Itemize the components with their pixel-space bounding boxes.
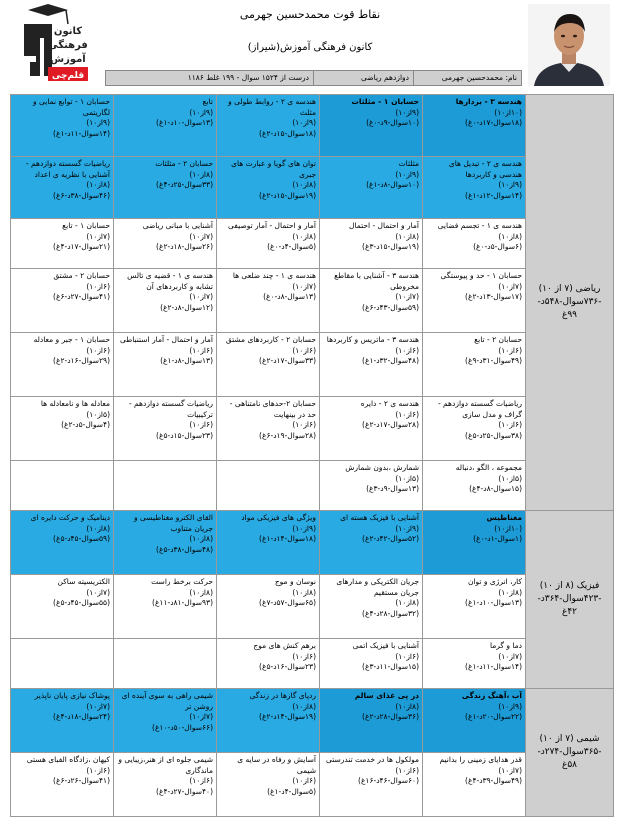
topic-score: (۷از۱۰) (86, 701, 110, 711)
topic-stats: (۴۹سوال-۳۹د-۴غ) (465, 776, 522, 785)
table-row (11, 689, 614, 753)
topic-score: (۱۰از۱۰) (494, 107, 522, 117)
svg-text:فرهنگی: فرهنگی (48, 40, 88, 51)
topic-score: (۷از۱۰) (498, 651, 522, 661)
topic-cell (114, 269, 217, 333)
table-row (11, 397, 614, 461)
topic-cell (423, 219, 526, 269)
topic-name: ریاضیات گسسته دوازدهم - ترکیبیات (128, 399, 213, 419)
topic-score: (۸از۱۰) (189, 534, 213, 543)
topic-score: (۶از۱۰) (189, 420, 213, 429)
topic-score: (۸از۱۰) (292, 180, 316, 189)
table-row (11, 95, 614, 157)
topic-cell (423, 397, 526, 461)
topic-name: ویژگی های فیزیکی مواد (241, 513, 316, 522)
topic-cell (217, 269, 320, 333)
topic-score: (۸از۱۰) (498, 231, 522, 241)
topic-name: حسابان ۱ - توابع نمایی و لگاریتمی (33, 97, 110, 117)
topic-score: (۹از۱۰) (395, 523, 419, 533)
topic-score: (۶از۱۰) (292, 651, 316, 661)
topic-cell (11, 95, 114, 157)
topic-stats: (۶۶سوال-۵۰د-۱۰غ) (152, 722, 213, 732)
topic-score: (۹از۱۰) (498, 180, 522, 189)
topic-name: حسابان ۲ - مشتق (53, 271, 110, 280)
topic-score: (۹از۱۰) (86, 118, 110, 127)
topic-name: هندسه ی ۲ - تبدیل های هندسی و کاربردها (448, 159, 522, 179)
topic-name: حسابان ۱ - حد و پیوستگی (440, 271, 522, 280)
svg-text:آموزش: آموزش (50, 54, 86, 65)
topic-stats: (۱۹سوال-۱۵د-۳غ) (362, 242, 419, 251)
topic-stats: (۴۸سوال-۳۸د-۵غ) (156, 544, 213, 554)
topic-stats: (۱۰سوال-۹د-۰غ) (366, 118, 419, 127)
topic-name: حسابان ۲-حدهای نامتناهی - حد در بینهایت (229, 399, 316, 419)
topic-score: (۵از۱۰) (395, 473, 419, 483)
topic-cell (114, 333, 217, 397)
topic-score: (۶از۱۰) (395, 345, 419, 355)
topic-name: کار، انرژی و توان (467, 577, 522, 586)
topic-cell (114, 639, 217, 689)
page-subtitle: کانون فرهنگی آموزش(شیراز) (247, 42, 373, 53)
topic-stats: (۱۲سوال-۸د-۲غ) (160, 302, 213, 312)
topic-score: (۶از۱۰) (86, 281, 110, 291)
topic-name: هندسه ۳ - بردارها (455, 97, 522, 106)
kanoon-logo (8, 4, 90, 86)
svg-text:قلم‌چی: قلم‌چی (51, 71, 85, 81)
topic-cell (320, 575, 423, 639)
topic-name: هندسه ۳ - آشنایی با مقاطع مخروطی (334, 271, 419, 291)
topic-cell (217, 219, 320, 269)
topic-name: پوشاک نیازی پایان ناپذیر (34, 691, 110, 700)
topic-score: (۶از۱۰) (189, 345, 213, 355)
topic-stats: (۱۳سوال-۸د-۰غ) (263, 292, 316, 301)
topic-name: هندسه ی ۲ - دایره (360, 399, 419, 408)
topic-score: (۶از۱۰) (86, 765, 110, 775)
topic-cell (423, 333, 526, 397)
topic-name: القای الکترو مغناطیسی و جریان متناوب (134, 513, 213, 533)
topic-name: حسابان ۲ - تابع (474, 335, 522, 344)
topic-cell (320, 461, 423, 511)
strengths-table (10, 94, 614, 817)
topic-name: آشنایی با فیزیک هسته ای (340, 513, 419, 522)
topic-cell (320, 511, 423, 575)
topic-cell (320, 157, 423, 219)
topic-score: (۸از۱۰) (189, 169, 213, 179)
topic-name: ردپای گازها در زندگی (249, 691, 316, 700)
topic-cell (217, 753, 320, 817)
topic-score: (۹از۱۰) (189, 107, 213, 117)
topic-cell (320, 269, 423, 333)
topic-stats: (۱سوال-۱د-۰غ) (473, 534, 522, 543)
topic-score: (۷از۱۰) (498, 765, 522, 775)
topic-name: شیمی راهی به سوی آینده ای روشن تر (121, 691, 213, 711)
topic-cell (217, 95, 320, 157)
topic-stats: (۳۳سوال-۲۵د-۴غ) (156, 180, 213, 189)
topic-name: هندسه ۳ - ماتریس و کاربردها (326, 335, 419, 344)
topic-name: آمار و احتمال - احتمال (349, 221, 419, 230)
topic-name: توان های گویا و عبارت های جبری (231, 159, 316, 179)
topic-cell (423, 511, 526, 575)
topic-stats: (۱۸سوال-۱۵د-۲غ) (259, 128, 316, 138)
topic-score: (۵از۱۰) (86, 409, 110, 419)
topic-name: الکتریسیته ساکن (57, 577, 110, 586)
topic-stats: (۲۲سوال-۲۰د-۱غ) (465, 712, 522, 721)
topic-name: قدر هدایای زمینی را بدانیم (439, 755, 522, 764)
topic-score: (۷از۱۰) (86, 231, 110, 241)
topic-stats: (۶۵سوال-۵۷د-۷غ) (259, 598, 316, 607)
topic-score: (۹از۱۰) (498, 701, 522, 711)
topic-cell (11, 157, 114, 219)
topic-score: (۸از۱۰) (292, 231, 316, 241)
topic-cell (217, 511, 320, 575)
topic-name: آشنایی با فیزیک اتمی (352, 641, 419, 650)
topic-score: (۶از۱۰) (395, 651, 419, 661)
topic-name: جریان الکتریکی و مدارهای جریان مستقیم (336, 577, 419, 597)
topic-stats: (۱۰سوال-۸د-۱غ) (366, 180, 419, 189)
topic-name: آشنایی با مبانی ریاضی (142, 221, 213, 230)
topic-cell (423, 269, 526, 333)
topic-cell (320, 333, 423, 397)
topic-stats: (۵۹سوال-۴۳د-۶غ) (362, 302, 419, 312)
topic-score: (۷از۱۰) (498, 281, 522, 291)
topic-cell (217, 461, 320, 511)
topic-name: آمار و احتمال - آمار استنباطی (120, 335, 213, 344)
topic-score: (۹از۱۰) (292, 523, 316, 533)
topic-stats: (۱۵سوال-۱۱د-۳غ) (362, 662, 419, 671)
table-row (11, 461, 614, 511)
topic-cell (11, 397, 114, 461)
topic-cell (423, 461, 526, 511)
topic-cell (217, 333, 320, 397)
topic-name: ریاضیات گسسته دوازدهم - گراف و مدل سازی (437, 399, 522, 419)
topic-score: (۷از۱۰) (189, 292, 213, 301)
topic-cell (217, 575, 320, 639)
topic-stats: (۹۳سوال-۸۱د-۱۱غ) (152, 598, 213, 607)
topic-cell (320, 95, 423, 157)
topic-stats: (۱۳سوال-۱۰د-۱غ) (156, 118, 213, 127)
table-row (11, 157, 614, 219)
topic-cell (11, 219, 114, 269)
table-row (11, 639, 614, 689)
topic-cell (114, 397, 217, 461)
topic-cell (114, 689, 217, 753)
topic-cell (423, 753, 526, 817)
topic-stats: (۴۶سوال-۳۸د-۶غ) (53, 190, 110, 200)
topic-stats: (۴۱سوال-۲۶د-۶غ) (53, 776, 110, 785)
topic-stats: (۴۸سوال-۳۲د-۱غ) (362, 356, 419, 365)
topic-cell (11, 461, 114, 511)
topic-cell (423, 95, 526, 157)
topic-name: در پی غذای سالم (354, 691, 419, 700)
topic-score: (۶از۱۰) (292, 776, 316, 785)
topic-cell (320, 219, 423, 269)
topic-cell (217, 397, 320, 461)
topic-name: مثلثات (398, 159, 419, 168)
topic-score: (۶از۱۰) (292, 420, 316, 429)
topic-name: آمار و احتمال - آمار توصیفی (228, 221, 316, 230)
svg-text:کانون: کانون (53, 26, 83, 37)
table-row (11, 269, 614, 333)
student-grade: دوازدهم ریاضی (313, 71, 413, 85)
topic-cell (11, 511, 114, 575)
topic-score: (۵از۱۰) (498, 473, 522, 483)
topic-cell (11, 639, 114, 689)
table-row (11, 575, 614, 639)
topic-stats: (۲۴سوال-۱۸د-۴غ) (53, 712, 110, 721)
topic-cell (11, 333, 114, 397)
topic-stats: (۲۸سوال-۱۷د-۲غ) (362, 420, 419, 429)
topic-name: حسابان ۲ - مثلثات (155, 159, 213, 168)
student-summary: ۱۱۸۶ درست از ۱۵۲۴ سوال - ۱۹۹ غلط (106, 71, 313, 85)
topic-name: ریاضیات گسسته دوازدهم - آشنایی با نظریه ی اعداد (25, 159, 110, 179)
topic-stats: (۴۹سوال-۳۱د-۹غ) (465, 356, 522, 365)
topic-score: (۸از۱۰) (395, 598, 419, 607)
topic-cell (114, 575, 217, 639)
topic-cell (114, 95, 217, 157)
topic-cell (114, 511, 217, 575)
topic-stats: (۱۳سوال-۹د-۳غ) (366, 484, 419, 493)
topic-stats: (۱۹سوال-۱۵د-۲غ) (259, 190, 316, 200)
topic-stats: (۵۹سوال-۴۵د-۵غ) (53, 534, 110, 543)
topic-name: آب ،آهنگ زندگی (461, 691, 522, 700)
subject-summary-cell: شیمی (۷ از ۱۰) -۳۶۵سوال-۲۷۴د- ۵۸غ (526, 689, 614, 817)
topic-score: (۸از۱۰) (189, 587, 213, 597)
topic-name: هندسه ی ۱ - چند ضلعی ها (232, 271, 316, 280)
topic-stats: (۲۹سوال-۱۶د-۲غ) (53, 356, 110, 365)
topic-name: حسابان ۱ - مثلثات (351, 97, 419, 106)
topic-stats: (۳۶سوال-۲۸د-۲غ) (362, 712, 419, 721)
topic-stats: (۳۳سوال-۱۷د-۲غ) (259, 356, 316, 365)
topic-score: (۷از۱۰) (292, 281, 316, 291)
topic-stats: (۵سوال-۴د-۱غ) (267, 786, 316, 796)
topic-name: مغناطیس (486, 513, 522, 522)
topic-stats: (۲۳سوال-۱۶د-۵غ) (259, 662, 316, 671)
topic-stats: (۴۱سوال-۲۷د-۶غ) (53, 292, 110, 301)
table-row (11, 511, 614, 575)
topic-stats: (۱۸سوال-۱۴د-۱غ) (259, 534, 316, 543)
topic-stats: (۱۵سوال-۸د-۴غ) (469, 484, 522, 493)
topic-cell (11, 753, 114, 817)
topic-score: (۶از۱۰) (498, 420, 522, 429)
topic-name: شمارش ،بدون شمارش (345, 463, 419, 472)
topic-cell (320, 639, 423, 689)
topic-cell (423, 689, 526, 753)
topic-score: (۹از۱۰) (292, 118, 316, 127)
topic-name: حسابان ۱ - تابع (62, 221, 110, 230)
topic-stats: (۳۲سوال-۲۸د-۴غ) (362, 608, 419, 618)
topic-score: (۱۰از۱۰) (494, 523, 522, 533)
table-row (11, 219, 614, 269)
topic-name: کیهان ،زادگاه الفبای هستی (26, 755, 110, 764)
topic-cell (320, 753, 423, 817)
topic-stats: (۵۲سوال-۴۲د-۲غ) (362, 534, 419, 543)
page-title: نقاط قوت محمدحسین جهرمی (239, 8, 381, 21)
topic-score: (۸از۱۰) (498, 587, 522, 597)
student-photo (528, 4, 610, 86)
topic-name: حسابان ۱ - جبر و معادله (33, 335, 110, 344)
topic-stats: (۲۶سوال-۱۸د-۲غ) (156, 242, 213, 251)
topic-score: (۷از۱۰) (86, 587, 110, 597)
topic-score: (۷از۱۰) (395, 292, 419, 301)
topic-name: دما و گرما (489, 641, 522, 650)
topic-stats: (۶۰سوال-۴۶د-۱۶غ) (358, 776, 419, 785)
topic-cell (114, 219, 217, 269)
topic-score: (۷از۱۰) (189, 231, 213, 241)
topic-score: (۸از۱۰) (292, 701, 316, 711)
topic-name: دینامیک و حرکت دایره ای (30, 513, 110, 522)
topic-cell (423, 575, 526, 639)
topic-score: (۶از۱۰) (395, 765, 419, 775)
topic-name: مولکول ها در خدمت تندرستی (325, 755, 419, 764)
topic-score: (۸از۱۰) (86, 523, 110, 533)
topic-cell (11, 269, 114, 333)
topic-stats: (۱۸سوال-۱۷د-۰غ) (465, 118, 522, 127)
topic-score: (۸از۱۰) (395, 231, 419, 241)
topic-stats: (۱۳سوال-۸د-۱غ) (160, 356, 213, 365)
topic-cell (114, 753, 217, 817)
topic-score: (۶از۱۰) (189, 776, 213, 785)
topic-stats: (۱۴سوال-۱۲د-۱غ) (465, 190, 522, 200)
topic-name: تابع (202, 97, 213, 106)
topic-stats: (۳۸سوال-۲۵د-۵غ) (465, 430, 522, 440)
topic-name: مجموعه ، الگو ،دنباله (455, 463, 522, 472)
topic-score: (۶از۱۰) (498, 345, 522, 355)
topic-score: (۷از۱۰) (189, 712, 213, 721)
topic-name: هندسه ی ۱ - قضیه ی تالس تشابه و کاربردهای آن (127, 271, 213, 291)
topic-name: آسایش و رفاه در سایه ی شیمی (237, 755, 316, 775)
topic-name: هندسه ی ۱ - تجسم فضایی (437, 221, 522, 230)
topic-stats: (۶سوال-۵د-۰غ) (473, 242, 522, 251)
topic-cell (114, 461, 217, 511)
student-info-bar (105, 70, 522, 86)
topic-stats: (۱۴سوال-۱۱د-۱غ) (53, 128, 110, 138)
topic-score: (۹از۱۰) (395, 107, 419, 117)
topic-score: (۶از۱۰) (292, 345, 316, 355)
topic-name: هندسه ی ۲ - روابط طولی و مثلث (228, 97, 316, 117)
topic-cell (320, 397, 423, 461)
topic-stats: (۱۷سوال-۱۳د-۲غ) (465, 292, 522, 301)
topic-stats: (۵۵سوال-۴۵د-۵غ) (53, 598, 110, 607)
topic-stats: (۴۰سوال-۲۷د-۴غ) (156, 786, 213, 796)
topic-score: (۸از۱۰) (395, 701, 419, 711)
topic-stats: (۲۱سوال-۱۷د-۴غ) (53, 242, 110, 251)
topic-score: (۸از۱۰) (86, 180, 110, 189)
topic-name: برهم کنش های موج (253, 641, 316, 650)
topic-score: (۹از۱۰) (395, 169, 419, 179)
topic-cell (217, 157, 320, 219)
topic-cell (114, 157, 217, 219)
subject-summary-cell: فیزیک (۸ از ۱۰) -۴۲۳سوال-۳۶۴د- ۴۲غ (526, 511, 614, 689)
topic-cell (217, 639, 320, 689)
table-row (11, 333, 614, 397)
topic-stats: (۲۳سوال-۱۵د-۵غ) (156, 430, 213, 440)
student-name: نام: محمدحسین جهرمی (413, 71, 521, 85)
subject-summary-cell: ریاضی (۷ از ۱۰) -۷۳۶سوال-۵۴۸د- ۹۹غ (526, 95, 614, 511)
topic-name: حسابان ۲ - کاربردهای مشتق (225, 335, 316, 344)
topic-stats: (۱۴سوال-۱۱د-۱غ) (465, 662, 522, 671)
topic-stats: (۱۹سوال-۱۴د-۲غ) (259, 712, 316, 721)
table-row (11, 753, 614, 817)
topic-name: حرکت برخط راست (151, 577, 213, 586)
topic-score: (۶از۱۰) (395, 409, 419, 419)
topic-cell (11, 575, 114, 639)
topic-stats: (۱۳سوال-۱۰د-۱غ) (465, 598, 522, 607)
topic-stats: (۴سوال-۵د-۲غ) (61, 420, 110, 429)
topic-score: (۶از۱۰) (86, 345, 110, 355)
topic-name: نوسان و موج (274, 577, 316, 586)
topic-score: (۸از۱۰) (292, 587, 316, 597)
topic-name: شیمی جلوه ای از هنر،زیبایی و ماندگاری (118, 755, 213, 775)
topic-name: معادله ها و نامعادله ها (40, 399, 110, 408)
topic-cell (320, 689, 423, 753)
topic-stats: (۲۸سوال-۱۹د-۶غ) (259, 430, 316, 440)
topic-cell (11, 689, 114, 753)
topic-cell (423, 639, 526, 689)
topic-cell (423, 157, 526, 219)
topic-cell (217, 689, 320, 753)
topic-stats: (۵سوال-۴د-۰غ) (267, 242, 316, 251)
